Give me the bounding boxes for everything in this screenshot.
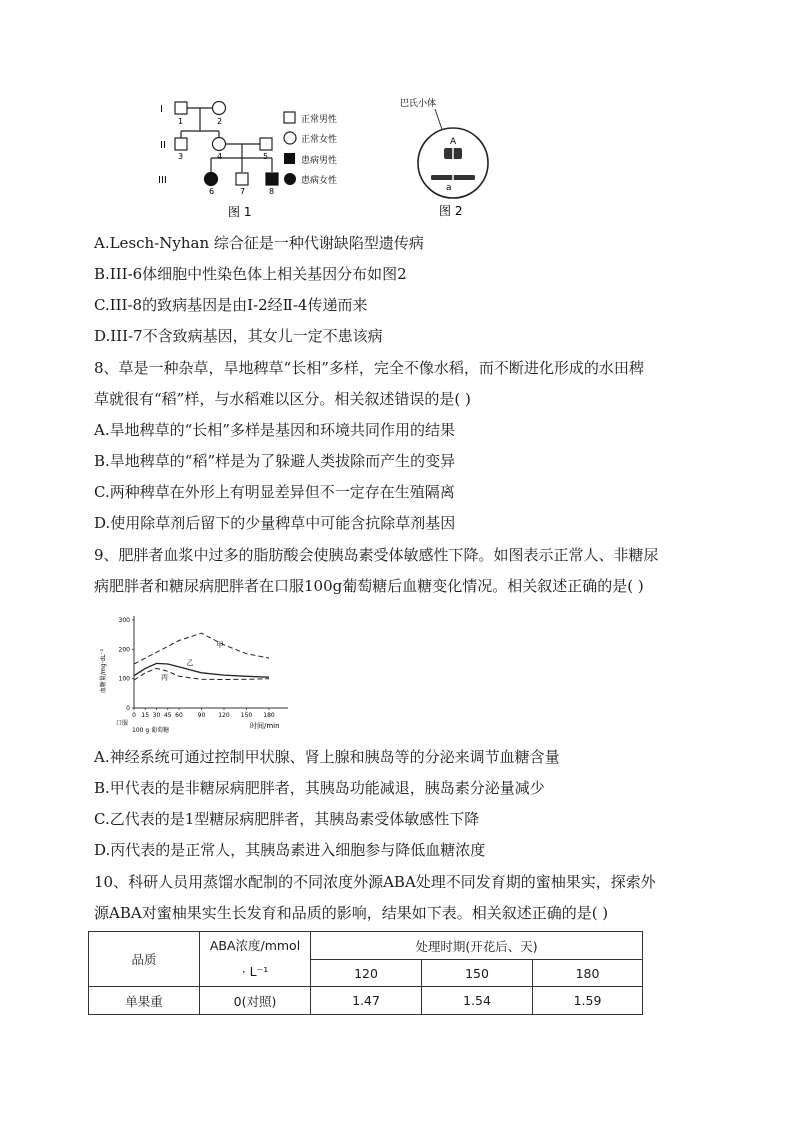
header-aba-concentration: ABA浓度/mmol · L⁻¹	[200, 932, 311, 987]
header-treatment-period: 处理时期(开花后、天)	[311, 932, 643, 960]
q7-option-b: B.III-6体细胞中性染色体上相关基因分布如图2	[94, 265, 407, 283]
svg-text:8: 8	[269, 187, 275, 196]
chart-x-note-2: 100 g 葡萄糖	[132, 727, 170, 734]
x-tick-label: 90	[197, 712, 206, 719]
legend-normal-male-icon	[284, 112, 295, 123]
legend-affected-male: 患病男性	[301, 156, 338, 166]
individual-I-2	[213, 102, 226, 115]
individual-III-6	[205, 173, 218, 186]
row-concentration: 0(对照)	[200, 987, 311, 1015]
q7-option-c: C.III-8的致病基因是由Ⅰ-2经Ⅱ-4传递而来	[94, 296, 368, 314]
q7-option-d: D.III-7不含致病基因，其女儿一定不患该病	[94, 327, 383, 345]
pedigree-figure	[150, 95, 380, 220]
chart-xlabel: 时间/min	[250, 722, 280, 730]
q8-option-a: A.旱地稗草的“长相”多样是基因和环境共同作用的结果	[94, 421, 455, 439]
series-line-1	[134, 633, 269, 664]
q10-stem-line1: 10、科研人员用蒸馏水配制的不同浓度外源ABA处理不同发育期的蜜柚果实，探索外	[94, 873, 656, 891]
y-tick-label: 300	[118, 617, 130, 624]
x-tick-label: 30	[152, 712, 161, 719]
x-tick-label: 15	[141, 712, 150, 719]
q8-option-d: D.使用除草剂后留下的少量稗草中可能含抗除草剂基因	[94, 514, 456, 532]
figure1-caption: 图 1	[228, 205, 252, 219]
q8-stem-line2: 草就很有“稻”样，与水稻难以区分。相关叙述错误的是( )	[94, 390, 471, 408]
individual-III-7	[236, 173, 248, 185]
series-line-3	[134, 668, 269, 680]
series-label: 乙	[186, 658, 194, 667]
y-tick-label: 0	[126, 705, 130, 712]
q8-stem-line1: 8、草是一种杂草，旱地稗草“长相”多样，完全不像水稻，而不断进化形成的水田稗	[94, 359, 644, 377]
gen-label-1: I	[160, 104, 163, 115]
aba-results-table	[88, 931, 643, 1015]
barr-body-figure	[395, 92, 505, 220]
individual-I-1	[175, 102, 187, 114]
individual-III-8	[266, 173, 278, 185]
table-row	[89, 987, 643, 1015]
legend-normal-female-icon	[284, 132, 296, 144]
legend-normal-female: 正常女性	[301, 135, 338, 145]
q7-option-a: A.Lesch-Nyhan 综合征是一种代谢缺陷型遗传病	[94, 234, 424, 252]
q9-stem-line1: 9、肥胖者血浆中过多的脂肪酸会使胰岛素受体敏感性下降。如图表示正常人、非糖尿	[94, 546, 659, 564]
svg-text:3: 3	[178, 152, 184, 161]
figure2-caption: 图 2	[439, 204, 463, 218]
chart-x-note-1: 口服	[116, 720, 129, 727]
header-day-180: 180	[533, 960, 643, 987]
x-tick-label: 60	[175, 712, 183, 719]
header-day-120: 120	[311, 960, 422, 987]
legend-affected-female: 患病女性	[301, 176, 338, 186]
legend-normal-male: 正常男性	[301, 115, 338, 125]
allele-A: A	[450, 137, 457, 147]
q9-option-a: A.神经系统可通过控制甲状腺、肾上腺和胰岛等的分泌来调节血糖含量	[94, 748, 560, 766]
barr-body-label: 巴氏小体	[400, 99, 437, 109]
y-tick-label: 200	[118, 646, 130, 654]
q8-option-b: B.旱地稗草的“稻”样是为了躲避人类拔除而产生的变异	[94, 452, 456, 470]
q9-option-c: C.乙代表的是1型糖尿病肥胖者，其胰岛素受体敏感性下降	[94, 810, 480, 828]
y-tick-label: 100	[118, 675, 130, 683]
svg-text:7: 7	[240, 187, 246, 196]
q10-stem-line2: 源ABA对蜜柚果实生长发育和品质的影响，结果如下表。相关叙述正确的是( )	[94, 904, 609, 922]
x-tick-label: 180	[263, 712, 275, 719]
q9-option-d: D.丙代表的是正常人，其胰岛素进入细胞参与降低血糖浓度	[94, 841, 486, 859]
svg-text:1: 1	[178, 117, 184, 126]
svg-text:2: 2	[217, 117, 223, 126]
individual-II-4	[213, 138, 226, 151]
x-tick-label: 120	[218, 712, 230, 719]
gen-label-3: III	[158, 175, 167, 186]
row-value-120: 1.47	[311, 987, 422, 1015]
q8-option-c: C.两种稗草在外形上有明显差异但不一定存在生殖隔离	[94, 483, 455, 501]
x-tick-label: 150	[240, 712, 253, 719]
row-value-150: 1.54	[422, 987, 533, 1015]
legend-affected-female-icon	[284, 173, 296, 185]
gen-label-2: II	[160, 140, 166, 151]
svg-text:5: 5	[263, 152, 269, 161]
chart-ylabel: 血糖量/mg·dL⁻¹	[100, 648, 107, 694]
blood-glucose-chart	[92, 605, 292, 735]
header-day-150: 150	[422, 960, 533, 987]
individual-II-5	[260, 138, 272, 150]
header-quality: 品质	[89, 932, 200, 987]
svg-text:6: 6	[209, 187, 215, 196]
series-label: 丙	[161, 673, 168, 682]
x-tick-label: 0	[132, 712, 136, 719]
legend-affected-male-icon	[284, 153, 295, 164]
series-line-2	[134, 663, 269, 677]
q9-stem-line2: 病肥胖者和糖尿病肥胖者在口服100g葡萄糖后血糖变化情况。相关叙述正确的是( )	[94, 577, 644, 595]
row-value-180: 1.59	[533, 987, 643, 1015]
individual-II-3	[175, 138, 187, 150]
x-tick-label: 45	[163, 712, 172, 719]
series-label: 甲	[216, 641, 224, 650]
allele-a: a	[446, 183, 452, 193]
q9-option-b: B.甲代表的是非糖尿病肥胖者，其胰岛功能减退，胰岛素分泌量减少	[94, 779, 545, 797]
row-quality: 单果重	[89, 987, 200, 1015]
svg-text:4: 4	[217, 152, 223, 161]
